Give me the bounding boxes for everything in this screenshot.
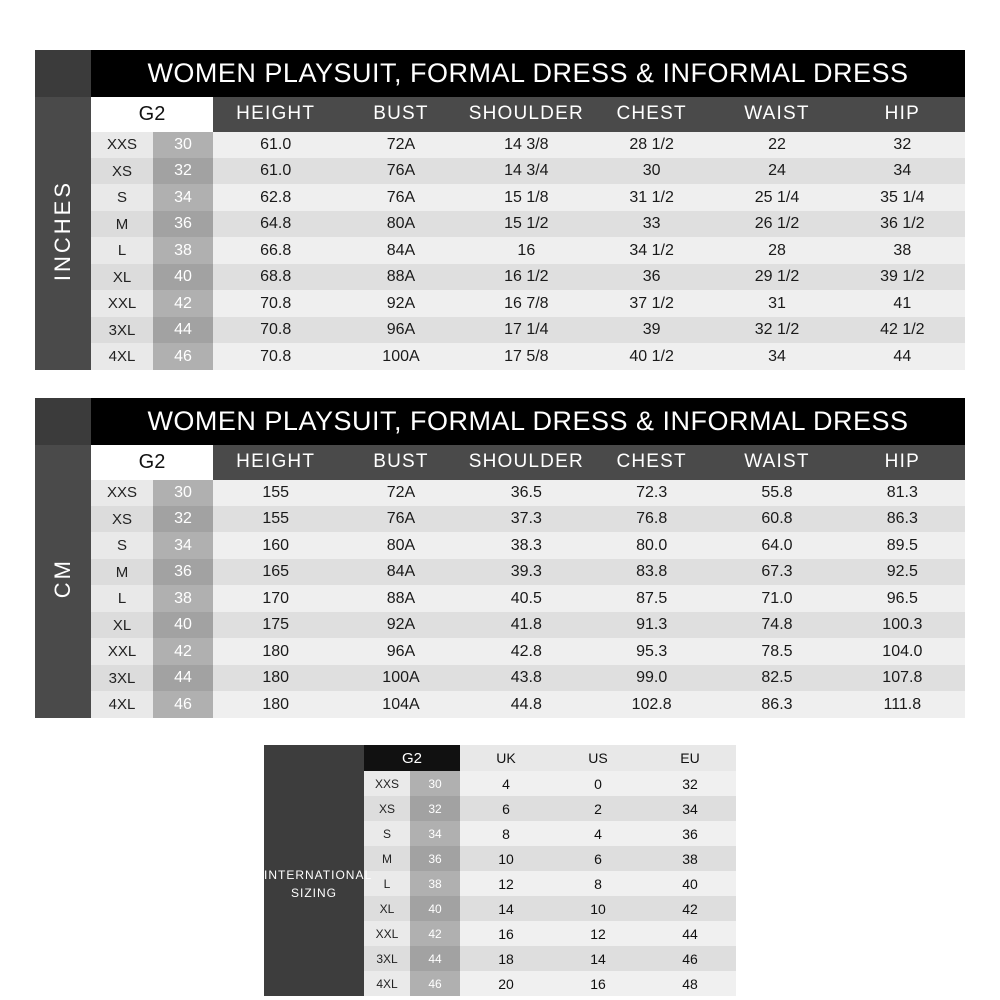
intl-size-cell: 8 [460,821,552,846]
measurement-cell: 44.8 [464,691,589,718]
corner-spacer [35,50,91,97]
table-row [35,691,965,718]
measurement-cell: 24 [714,158,839,184]
column-header: HIP [840,97,965,132]
intl-g2-value: 32 [410,796,460,821]
intl-g2-value: 30 [410,771,460,796]
measurement-cell: 44 [840,343,965,370]
size-label: XXL [91,290,153,316]
measurement-cell: 41 [840,290,965,316]
intl-size-cell: 8 [552,871,644,896]
measurement-cell: 36 1/2 [840,211,965,237]
intl-g2-value: 38 [410,871,460,896]
measurement-cell: 26 1/2 [714,211,839,237]
measurement-cell: 14 3/4 [464,158,589,184]
measurement-cell: 74.8 [714,612,839,638]
measurement-cell: 155 [213,480,338,506]
measurement-cell: 81.3 [840,480,965,506]
g2-value: 42 [153,290,213,316]
size-label: L [91,585,153,611]
size-label: XL [91,264,153,290]
measurement-cell: 16 7/8 [464,290,589,316]
column-header: HEIGHT [213,445,338,480]
cm-table-body [35,398,965,718]
measurement-cell: 80A [338,532,463,558]
measurement-cell: 86.3 [840,506,965,532]
g2-value: 34 [153,184,213,210]
size-label: 3XL [91,317,153,343]
measurement-cell: 100A [338,343,463,370]
intl-column-header: US [552,745,644,771]
column-header: SHOULDER [464,97,589,132]
title-row [35,398,965,445]
measurement-cell: 43.8 [464,665,589,691]
table-row [35,264,965,290]
g2-value: 40 [153,612,213,638]
cm-size-chart [35,398,965,718]
g2-value: 44 [153,317,213,343]
intl-size-cell: 10 [460,846,552,871]
intl-size-cell: 4 [460,771,552,796]
intl-g2-header: G2 [364,745,460,771]
measurement-cell: 36 [589,264,714,290]
measurement-cell: 38 [840,237,965,263]
intl-size-label: L [364,871,410,896]
g2-value: 38 [153,585,213,611]
international-sizing-chart [264,745,736,992]
measurement-cell: 15 1/8 [464,184,589,210]
inches-table-body [35,50,965,370]
table-row [35,317,965,343]
measurement-cell: 40 1/2 [589,343,714,370]
chart-title: WOMEN PLAYSUIT, FORMAL DRESS & INFORMAL DRESS [91,50,965,97]
measurement-cell: 180 [213,691,338,718]
measurement-cell: 64.8 [213,211,338,237]
intl-size-cell: 16 [552,971,644,996]
measurement-cell: 88A [338,264,463,290]
measurement-cell: 165 [213,559,338,585]
size-label: XS [91,506,153,532]
measurement-cell: 95.3 [589,638,714,664]
table-row [35,612,965,638]
g2-value: 32 [153,158,213,184]
measurement-cell: 72A [338,480,463,506]
international-table-body [264,745,736,996]
size-label: M [91,559,153,585]
measurement-cell: 36.5 [464,480,589,506]
table-row [35,532,965,558]
measurement-cell: 70.8 [213,290,338,316]
intl-size-cell: 36 [644,821,736,846]
intl-g2-value: 36 [410,846,460,871]
g2-header: G2 [91,97,213,132]
size-label: S [91,184,153,210]
measurement-cell: 92A [338,290,463,316]
unit-label: CM [35,445,91,718]
unit-label: INCHES [35,97,91,370]
intl-table-row [264,771,736,796]
g2-value: 30 [153,132,213,158]
measurement-cell: 38.3 [464,532,589,558]
intl-g2-value: 42 [410,921,460,946]
intl-g2-value: 34 [410,821,460,846]
measurement-cell: 32 1/2 [714,317,839,343]
measurement-cell: 71.0 [714,585,839,611]
measurement-cell: 86.3 [714,691,839,718]
measurement-cell: 31 [714,290,839,316]
header-row [35,445,965,480]
intl-size-cell: 32 [644,771,736,796]
intl-size-cell: 2 [552,796,644,821]
measurement-cell: 70.8 [213,343,338,370]
intl-size-label: M [364,846,410,871]
table-row [35,343,965,370]
measurement-cell: 80A [338,211,463,237]
intl-column-header: UK [460,745,552,771]
measurement-cell: 16 [464,237,589,263]
intl-size-cell: 34 [644,796,736,821]
intl-size-cell: 48 [644,971,736,996]
measurement-cell: 62.8 [213,184,338,210]
size-label: XXS [91,132,153,158]
intl-size-label: 3XL [364,946,410,971]
table-row [35,559,965,585]
measurement-cell: 175 [213,612,338,638]
intl-corner [264,745,364,771]
measurement-cell: 87.5 [589,585,714,611]
cm-table [35,398,965,718]
intl-size-cell: 42 [644,896,736,921]
size-label: M [91,211,153,237]
measurement-cell: 104.0 [840,638,965,664]
corner-spacer [35,398,91,445]
measurement-cell: 66.8 [213,237,338,263]
intl-size-cell: 4 [552,821,644,846]
g2-header: G2 [91,445,213,480]
measurement-cell: 102.8 [589,691,714,718]
table-row [35,480,965,506]
g2-value: 36 [153,211,213,237]
intl-size-cell: 38 [644,846,736,871]
size-label: 4XL [91,691,153,718]
measurement-cell: 42 1/2 [840,317,965,343]
column-header: BUST [338,445,463,480]
size-label: XS [91,158,153,184]
intl-size-label: XXS [364,771,410,796]
measurement-cell: 67.3 [714,559,839,585]
size-label: S [91,532,153,558]
intl-size-cell: 46 [644,946,736,971]
intl-size-cell: 18 [460,946,552,971]
header-row [35,97,965,132]
inches-size-chart [35,50,965,370]
intl-g2-value: 44 [410,946,460,971]
table-row [35,665,965,691]
g2-value: 44 [153,665,213,691]
measurement-cell: 34 1/2 [589,237,714,263]
g2-value: 46 [153,691,213,718]
size-label: 4XL [91,343,153,370]
g2-value: 40 [153,264,213,290]
g2-value: 38 [153,237,213,263]
international-table [264,745,736,996]
intl-size-label: XL [364,896,410,921]
measurement-cell: 68.8 [213,264,338,290]
g2-value: 36 [153,559,213,585]
intl-g2-value: 40 [410,896,460,921]
measurement-cell: 100.3 [840,612,965,638]
measurement-cell: 76A [338,184,463,210]
g2-value: 32 [153,506,213,532]
measurement-cell: 37.3 [464,506,589,532]
column-header: WAIST [714,97,839,132]
measurement-cell: 104A [338,691,463,718]
intl-size-cell: 40 [644,871,736,896]
chart-title: WOMEN PLAYSUIT, FORMAL DRESS & INFORMAL DRESS [91,398,965,445]
column-header: SHOULDER [464,445,589,480]
table-row [35,585,965,611]
measurement-cell: 39.3 [464,559,589,585]
table-row [35,638,965,664]
intl-size-cell: 14 [552,946,644,971]
measurement-cell: 64.0 [714,532,839,558]
measurement-cell: 55.8 [714,480,839,506]
intl-size-cell: 44 [644,921,736,946]
column-header: HIP [840,445,965,480]
measurement-cell: 40.5 [464,585,589,611]
measurement-cell: 76A [338,158,463,184]
measurement-cell: 89.5 [840,532,965,558]
measurement-cell: 34 [840,158,965,184]
column-header: BUST [338,97,463,132]
intl-size-cell: 6 [460,796,552,821]
measurement-cell: 39 [589,317,714,343]
measurement-cell: 60.8 [714,506,839,532]
measurement-cell: 92.5 [840,559,965,585]
measurement-cell: 155 [213,506,338,532]
table-row [35,211,965,237]
intl-size-cell: 16 [460,921,552,946]
g2-value: 34 [153,532,213,558]
measurement-cell: 88A [338,585,463,611]
measurement-cell: 33 [589,211,714,237]
intl-g2-value: 46 [410,971,460,996]
measurement-cell: 30 [589,158,714,184]
column-header: HEIGHT [213,97,338,132]
intl-size-cell: 10 [552,896,644,921]
measurement-cell: 180 [213,638,338,664]
size-label: XXL [91,638,153,664]
table-row [35,158,965,184]
measurement-cell: 37 1/2 [589,290,714,316]
measurement-cell: 96A [338,317,463,343]
measurement-cell: 80.0 [589,532,714,558]
measurement-cell: 41.8 [464,612,589,638]
measurement-cell: 28 1/2 [589,132,714,158]
measurement-cell: 31 1/2 [589,184,714,210]
measurement-cell: 84A [338,559,463,585]
size-label: XXS [91,480,153,506]
measurement-cell: 29 1/2 [714,264,839,290]
intl-label-line2: SIZING [290,885,337,900]
table-row [35,184,965,210]
measurement-cell: 76A [338,506,463,532]
intl-size-cell: 6 [552,846,644,871]
table-row [35,506,965,532]
measurement-cell: 16 1/2 [464,264,589,290]
table-row [35,237,965,263]
intl-size-label: XXL [364,921,410,946]
size-label: 3XL [91,665,153,691]
measurement-cell: 17 1/4 [464,317,589,343]
column-header: WAIST [714,445,839,480]
intl-size-cell: 20 [460,971,552,996]
measurement-cell: 76.8 [589,506,714,532]
measurement-cell: 25 1/4 [714,184,839,210]
measurement-cell: 82.5 [714,665,839,691]
intl-column-header: EU [644,745,736,771]
measurement-cell: 107.8 [840,665,965,691]
measurement-cell: 35 1/4 [840,184,965,210]
g2-value: 42 [153,638,213,664]
intl-size-cell: 12 [552,921,644,946]
size-label: L [91,237,153,263]
measurement-cell: 22 [714,132,839,158]
g2-value: 46 [153,343,213,370]
intl-size-cell: 12 [460,871,552,896]
title-row [35,50,965,97]
measurement-cell: 72A [338,132,463,158]
intl-size-cell: 14 [460,896,552,921]
measurement-cell: 61.0 [213,158,338,184]
measurement-cell: 180 [213,665,338,691]
measurement-cell: 14 3/8 [464,132,589,158]
intl-label-line1: INTERNATIONAL [264,867,373,882]
measurement-cell: 39 1/2 [840,264,965,290]
table-row [35,132,965,158]
intl-size-label: 4XL [364,971,410,996]
intl-size-label: XS [364,796,410,821]
measurement-cell: 84A [338,237,463,263]
measurement-cell: 111.8 [840,691,965,718]
intl-size-label: S [364,821,410,846]
measurement-cell: 17 5/8 [464,343,589,370]
intl-size-cell: 0 [552,771,644,796]
intl-header-row [264,745,736,771]
measurement-cell: 170 [213,585,338,611]
measurement-cell: 99.0 [589,665,714,691]
column-header: CHEST [589,445,714,480]
measurement-cell: 92A [338,612,463,638]
measurement-cell: 91.3 [589,612,714,638]
measurement-cell: 32 [840,132,965,158]
measurement-cell: 61.0 [213,132,338,158]
measurement-cell: 96.5 [840,585,965,611]
measurement-cell: 42.8 [464,638,589,664]
measurement-cell: 15 1/2 [464,211,589,237]
measurement-cell: 78.5 [714,638,839,664]
measurement-cell: 83.8 [589,559,714,585]
measurement-cell: 72.3 [589,480,714,506]
measurement-cell: 34 [714,343,839,370]
measurement-cell: 160 [213,532,338,558]
g2-value: 30 [153,480,213,506]
table-row [35,290,965,316]
measurement-cell: 100A [338,665,463,691]
measurement-cell: 96A [338,638,463,664]
measurement-cell: 70.8 [213,317,338,343]
size-label: XL [91,612,153,638]
intl-sizing-label [264,771,373,996]
measurement-cell: 28 [714,237,839,263]
inches-table [35,50,965,370]
column-header: CHEST [589,97,714,132]
